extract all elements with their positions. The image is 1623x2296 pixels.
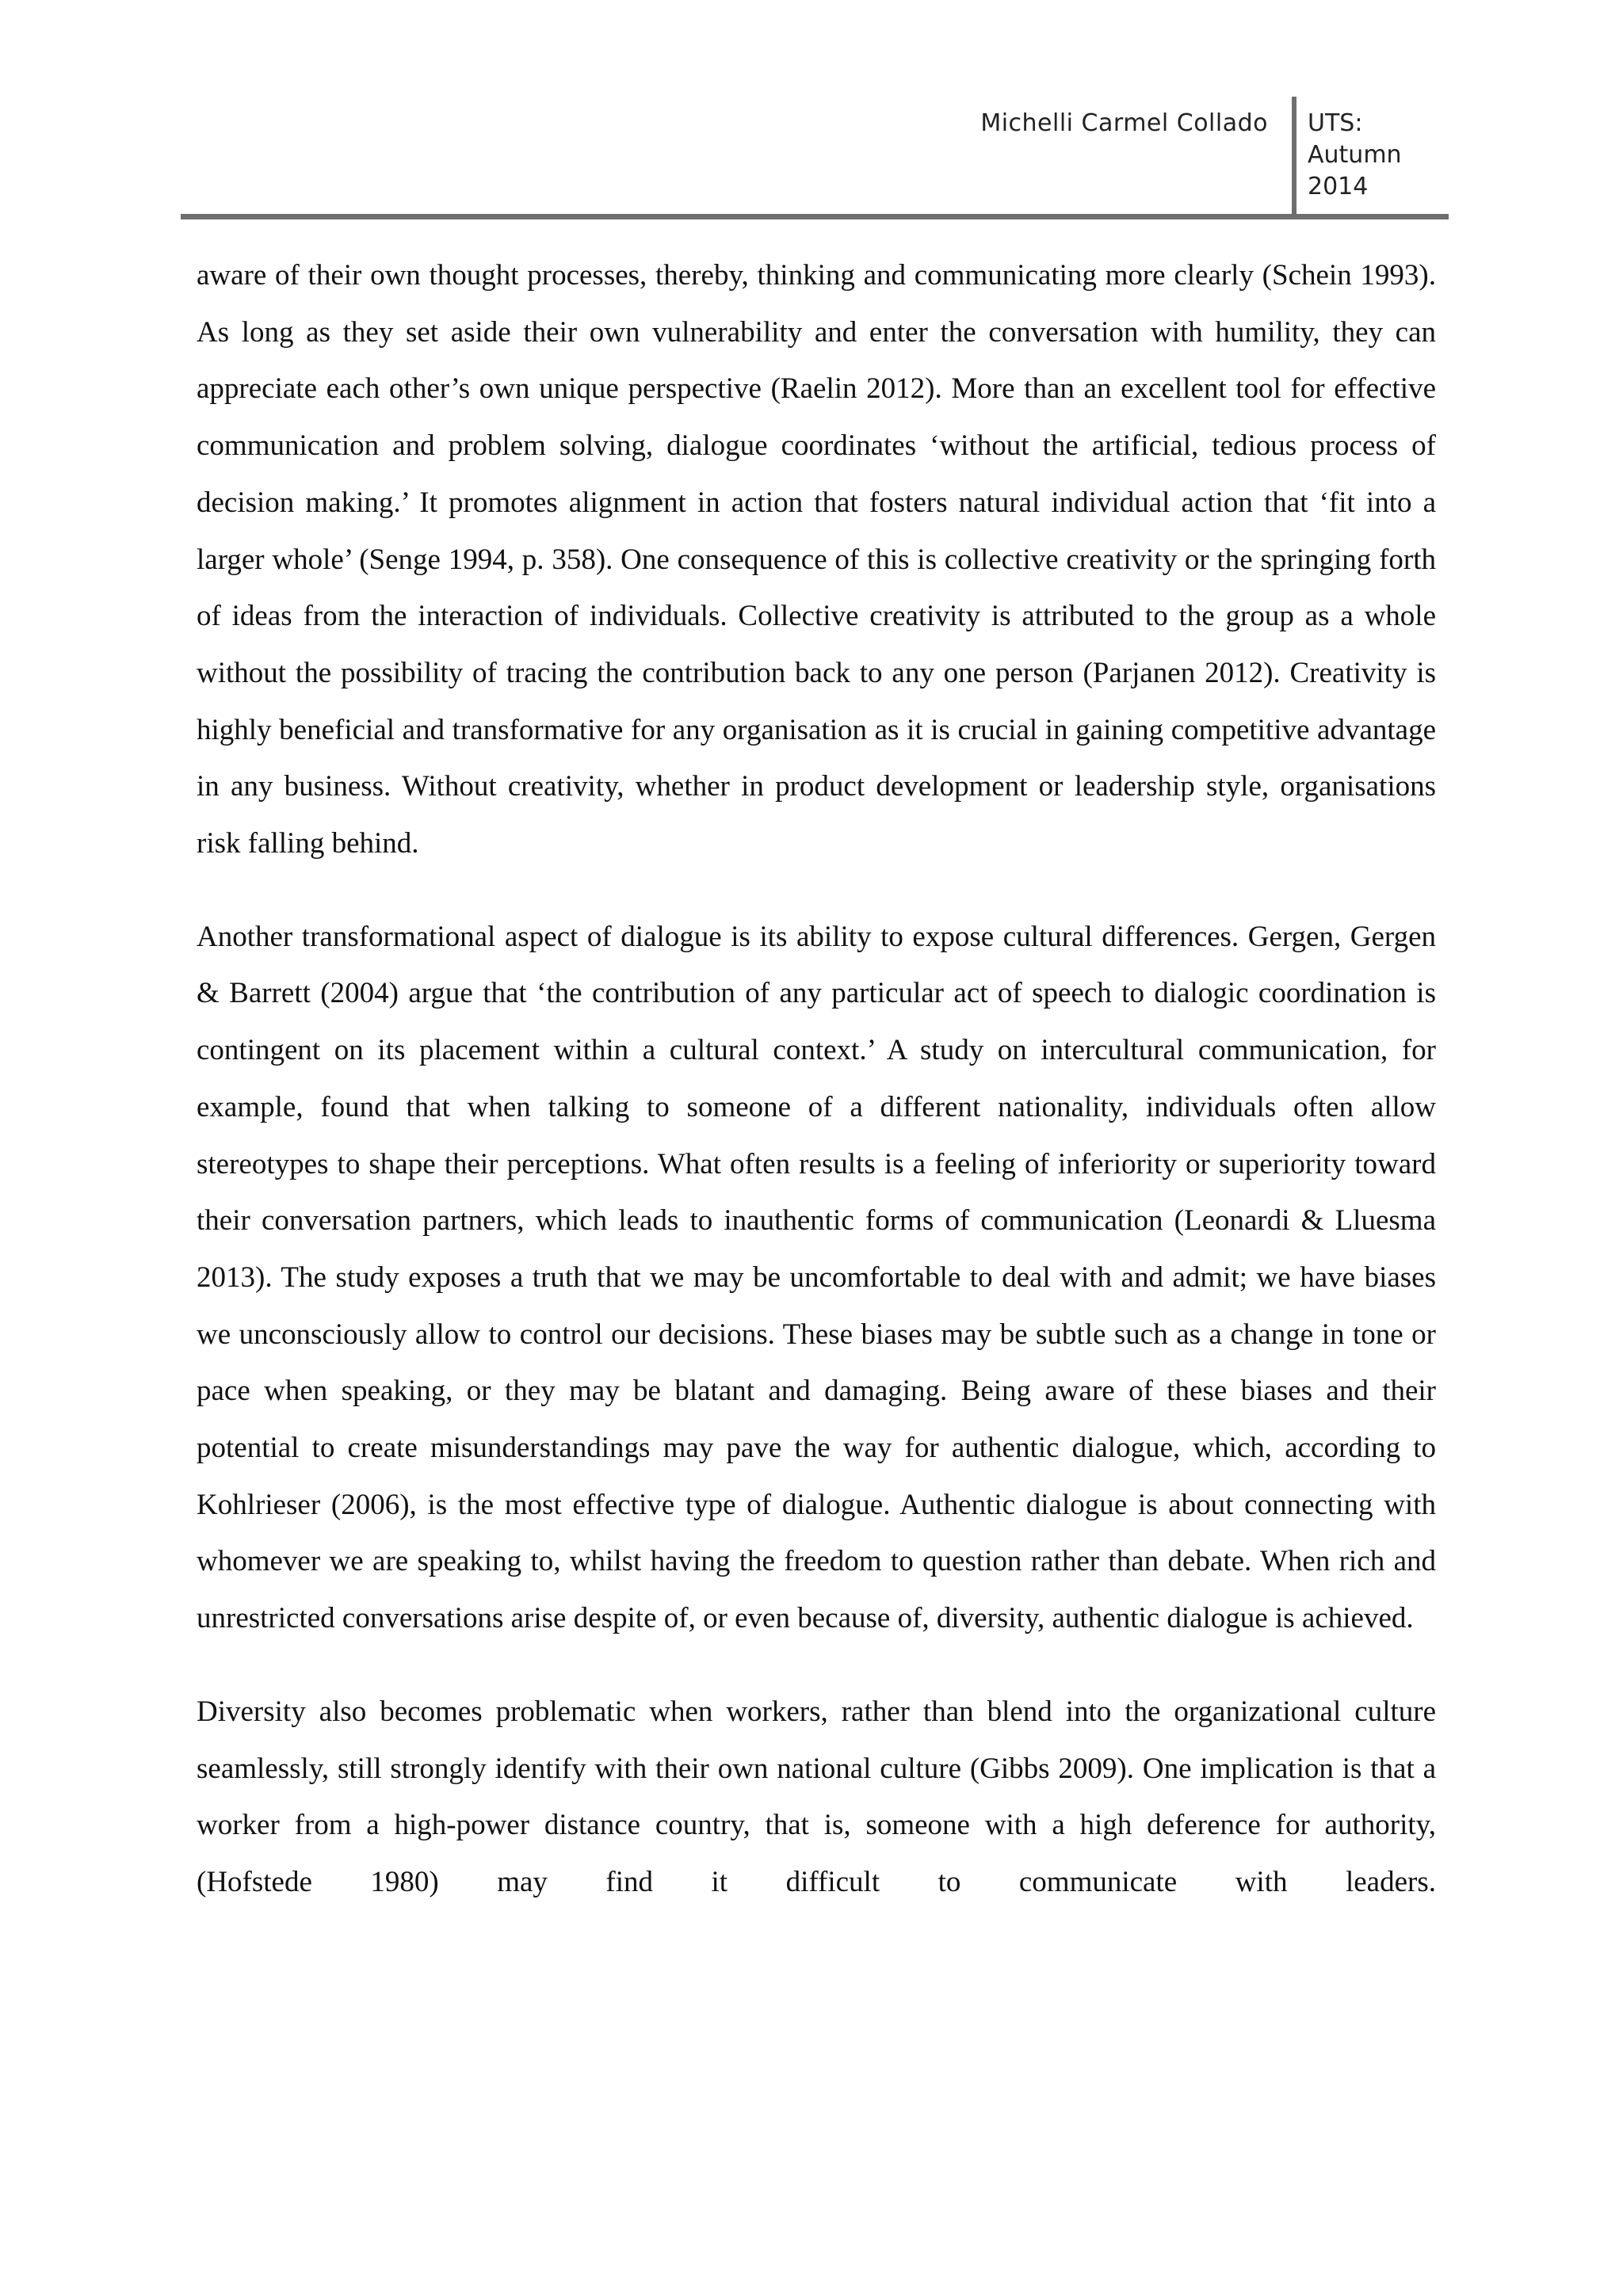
- header-term-line: UTS:: [1308, 109, 1363, 137]
- header-term-line: Autumn: [1308, 141, 1402, 169]
- header-divider: [1292, 97, 1296, 214]
- body-text: [197, 247, 1436, 1947]
- header-term: [1308, 108, 1402, 203]
- paragraph: Diversity also becomes problematic when workers, rather than blend into the organizational culture seamlessly, still strongly identify with their own national culture (Gibbs 2009). One implication is that a worker from a high-power distance country, that is, someone with a high deference for authority, (Hofstede 1980) may find it difficult to communicate with leaders.: [197, 1695, 1436, 1898]
- header-rule: [181, 214, 1449, 219]
- header-term-line: 2014: [1308, 173, 1369, 200]
- paragraph: Another transformational aspect of dialogue is its ability to expose cultural differences. Gergen, Gergen & Barrett (2004) argue that ‘the contribution of any particular act of speech to dialogic coordination is contingent on its placement within a cultural context.’ A study on intercultural communication, for example, found that when talking to someone of a different nationality, individuals often allow stereotypes to shape their perceptions. What often results is a feeling of inferiority or superiority toward their conversation partners, which leads to inauthentic forms of communication (Leonardi & Lluesma 2013). The study exposes a truth that we may be uncomfortable to deal with and admit; we have biases we unconsciously allow to control our decisions. These biases may be subtle such as a change in tone or pace when speaking, or they may be blatant and damaging. Being aware of these biases and their potential to create misunderstandings may pave the way for authentic dialogue, which, according to Kohlrieser (2006), is the most effective type of dialogue. Authentic dialogue is about connecting with whomever we are speaking to, whilst having the freedom to question rather than debate. When rich and unrestricted conversations arise despite of, or even because of, diversity, authentic dialogue is achieved.: [197, 920, 1436, 1635]
- header-author: Michelli Carmel Collado: [980, 109, 1268, 137]
- paragraph: aware of their own thought processes, thereby, thinking and communicating more clearly (Schein 1993). As long as they set aside their own vulnerability and enter the conversation with humility, they can appreciate each other’s own unique perspective (Raelin 2012). More than an excellent tool for effective communication and problem solving, dialogue coordinates ‘without the artificial, tedious process of decision making.’ It promotes alignment in action that fosters natural individual action that ‘fit into a larger whole’ (Senge 1994, p. 358). One consequence of this is collective creativity or the springing forth of ideas from the interaction of individuals. Collective creativity is attributed to the group as a whole without the possibility of tracing the contribution back to any one person (Parjanen 2012). Creativity is highly beneficial and transformative for any organisation as it is crucial in gaining competitive advantage in any business. Without creativity, whether in product development or leadership style, organisations risk falling behind.: [197, 259, 1436, 860]
- page-header: [181, 97, 1449, 217]
